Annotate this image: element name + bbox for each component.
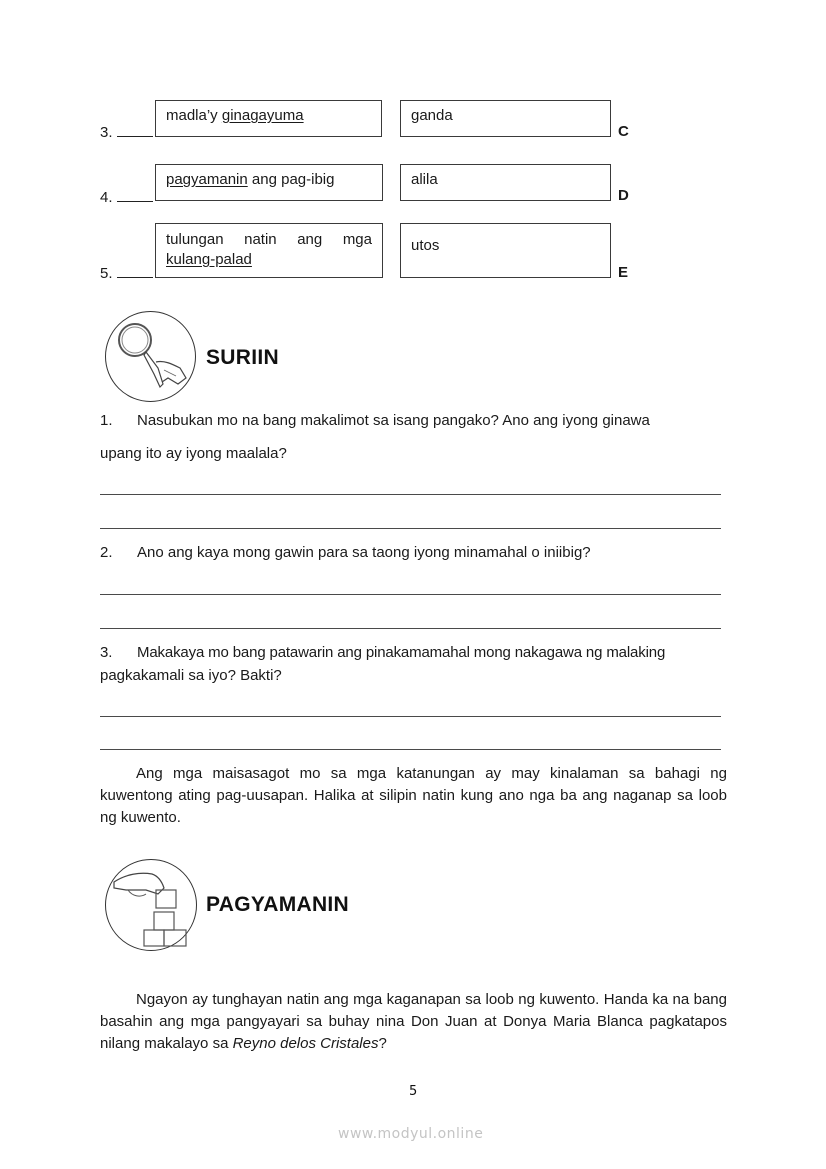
answer-blank[interactable] bbox=[117, 263, 153, 278]
section-heading-pagyamanin: PAGYAMANIN bbox=[206, 893, 350, 916]
hand-stacking-blocks-icon bbox=[105, 859, 197, 951]
blocks-icon bbox=[106, 860, 196, 950]
matching-choice-box: alila bbox=[400, 164, 611, 201]
pagyamanin-paragraph: Ngayon ay tunghayan natin ang mga kaganapan sa loob ng kuwento. Handa ka na bang basahin ang mga pangyayari sa buhay nina Don Juan at Donya Maria Blanca pagkatapos nilang makalayo sa Reyno delos Cristales? bbox=[100, 991, 727, 1052]
answer-line[interactable] bbox=[100, 494, 721, 495]
matching-phrase-box: pagyamanin ang pag-ibig bbox=[155, 164, 383, 201]
question-3-continuation: pagkakamali sa iyo? Bakti? bbox=[100, 667, 282, 684]
underlined-word: ginagayuma bbox=[221, 107, 304, 124]
matching-choice-box: ganda bbox=[400, 100, 611, 137]
underlined-word: pagyamanin bbox=[166, 171, 248, 188]
answer-line[interactable] bbox=[100, 716, 721, 717]
story-place-name: Reyno delos Cristales bbox=[232, 1035, 379, 1052]
magnifying-glass-icon bbox=[106, 312, 195, 401]
choice-letter: D bbox=[618, 187, 629, 204]
choice-letter: C bbox=[618, 123, 629, 140]
matching-phrase-box: madla’y ginagayuma bbox=[155, 100, 382, 137]
question-3: 3. Makakaya mo bang patawarin ang pinakamamahal mong nakagawa ng malaking bbox=[100, 644, 666, 661]
matching-choice-box: utos bbox=[400, 223, 611, 278]
answer-blank[interactable] bbox=[117, 187, 153, 202]
underlined-word: kulang-palad bbox=[166, 251, 252, 268]
answer-blank[interactable] bbox=[117, 122, 153, 137]
answer-line[interactable] bbox=[100, 594, 721, 595]
section-heading-suriin: SURIIN bbox=[206, 346, 279, 369]
matching-item-number: 3. bbox=[100, 122, 153, 141]
footer-watermark: www.modyul.online bbox=[338, 1126, 484, 1142]
suriin-closing-paragraph: Ang mga maisasagot mo sa mga katanungan ay may kinalaman sa bahagi ng kuwentong ating pag-uusapan. Halika at silipin natin kung ano nga ba ang naganap sa loob ng kuwento. bbox=[100, 765, 727, 826]
question-1-continuation: upang ito ay iyong maalala? bbox=[100, 445, 287, 462]
page-number: 5 bbox=[409, 1084, 418, 1099]
question-2: 2. Ano ang kaya mong gawin para sa taong iyong minamahal o iniibig? bbox=[100, 544, 591, 561]
matching-item-number: 5. bbox=[100, 263, 153, 282]
matching-item-number: 4. bbox=[100, 187, 153, 206]
matching-phrase-box: tulungan natin ang mga kulang-palad bbox=[155, 223, 383, 278]
choice-letter: E bbox=[618, 264, 629, 281]
answer-line[interactable] bbox=[100, 528, 721, 529]
magnifying-glass-hand-icon bbox=[105, 311, 196, 402]
question-1: 1. Nasubukan mo na bang makalimot sa isang pangako? Ano ang iyong ginawa bbox=[100, 412, 650, 429]
answer-line[interactable] bbox=[100, 749, 721, 750]
answer-line[interactable] bbox=[100, 628, 721, 629]
